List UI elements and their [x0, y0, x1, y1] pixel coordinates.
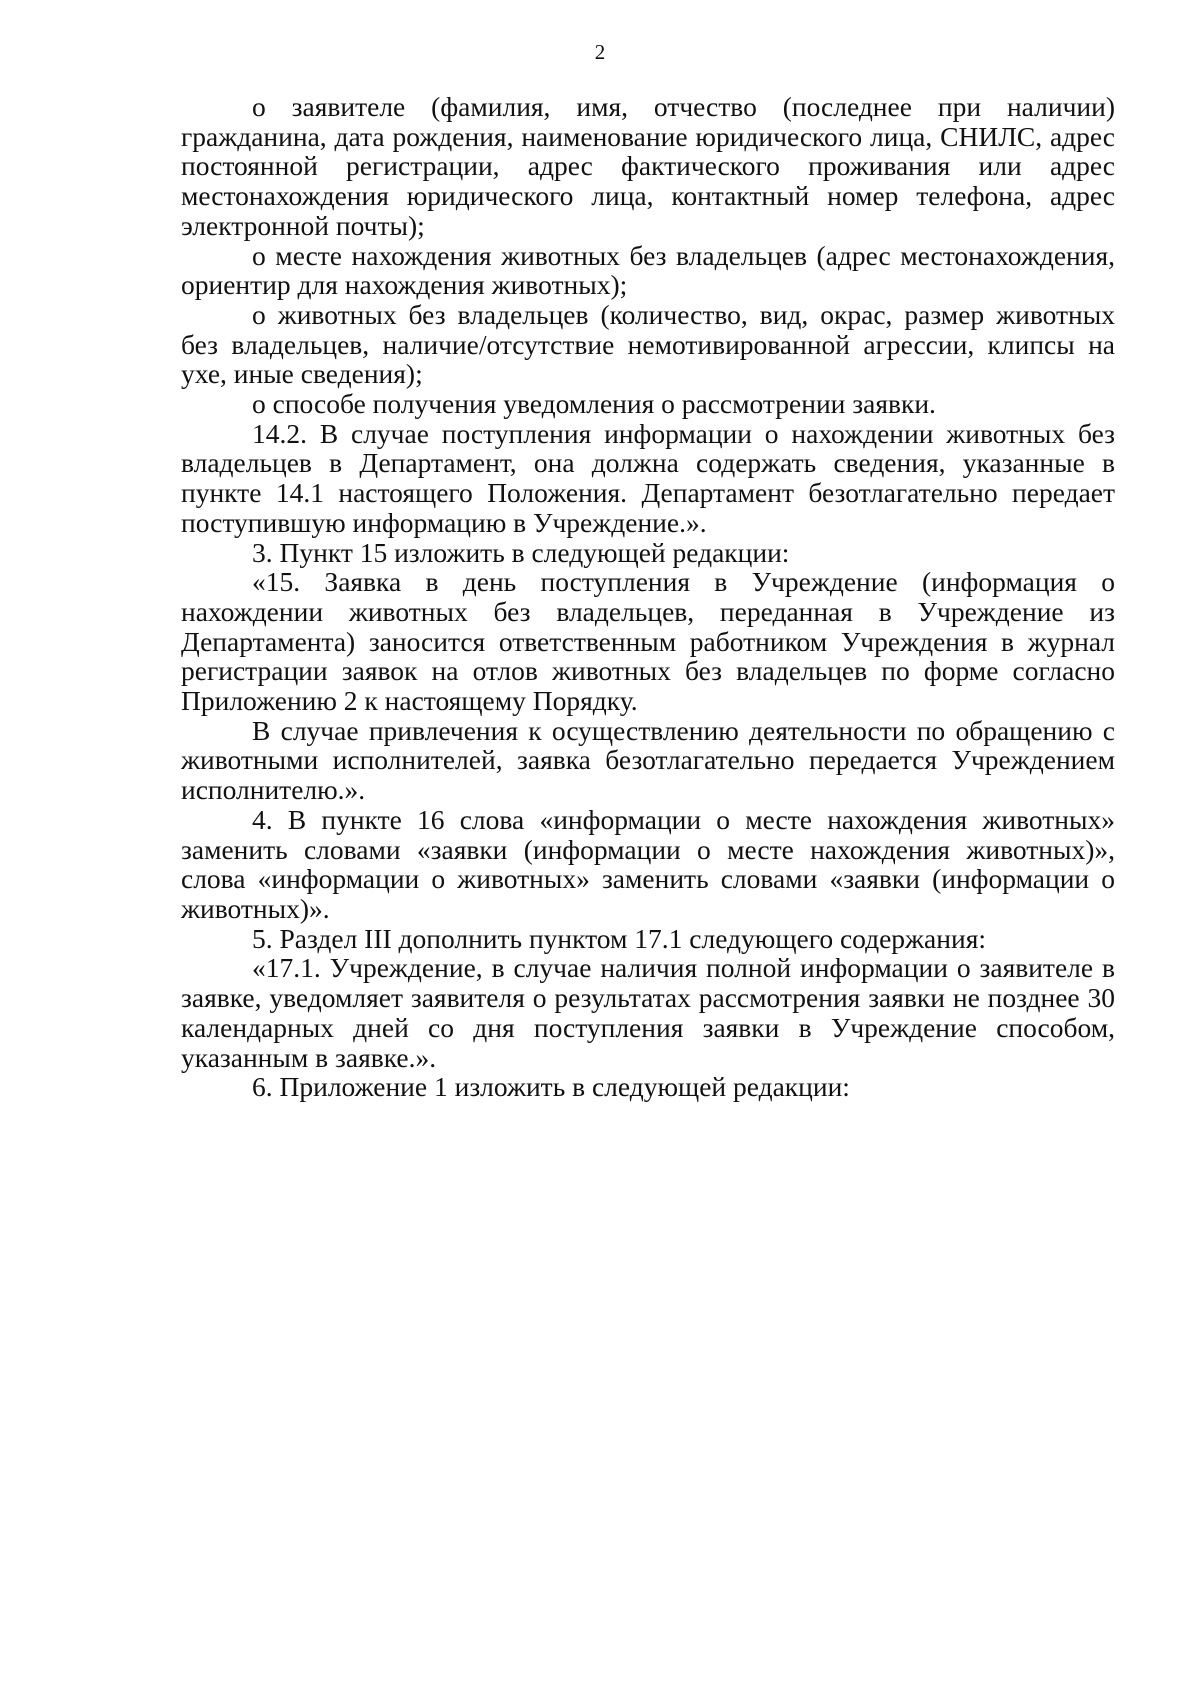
paragraph-notification-method: о способе получения уведомления о рассмотрении заявки.	[252, 388, 936, 420]
paragraph-item-4: 4. В пункте 16 слова «информации о месте нахождения животных» заменить словами «заявки (информации о месте нахождения животных)», слова «информации о животных» заменить словами «заявки (информации о животных)».	[181, 803, 1115, 924]
paragraph-clause-14-2: 14.2. В случае поступления информации о нахождении животных без владельцев в Департамент, она должна содержать сведения, указанные в пункте 14.1 настоящего Положения. Департамент безотлагательно передает поступившую информацию в Учреждение.».	[181, 417, 1115, 538]
paragraph-item-6: 6. Приложение 1 изложить в следующей редакции:	[252, 1071, 850, 1103]
paragraph-item-3: 3. Пункт 15 изложить в следующей редакции:	[252, 536, 790, 568]
paragraph-animal-location: о месте нахождения животных без владельцев (адрес местонахождения, ориентир для нахождения животных);	[181, 239, 1115, 301]
paragraph-applicant-info: о заявителе (фамилия, имя, отчество (последнее при наличии) гражданина, дата рождения, наименование юридического лица, СНИЛС, адрес постоянной регистрации, адрес фактического проживания или адрес местонахождения юридического лица, контактный номер телефона, адрес электронной почты);	[181, 91, 1115, 241]
paragraph-animal-details: о животных без владельцев (количество, вид, окрас, размер животных без владельцев, наличие/отсутствие немотивированной агрессии, клипсы на ухе, иные сведения);	[181, 298, 1115, 390]
paragraph-clause-17-1: «17.1. Учреждение, в случае наличия полной информации о заявителе в заявке, уведомляет заявителя о результатах рассмотрения заявки не позднее 30 календарных дней со дня поступления заявки в Учреждение способом, указанным в заявке.».	[181, 952, 1115, 1073]
page-number: 2	[594, 40, 606, 64]
paragraph-item-5: 5. Раздел III дополнить пунктом 17.1 следующего содержания:	[252, 922, 986, 954]
paragraph-clause-15: «15. Заявка в день поступления в Учреждение (информация о нахождении животных без владельцев, переданная в Учреждение из Департамента) заносится ответственным работником Учреждения в журнал регистрации заявок на отлов животных без владельцев по форме согласно Приложению 2 к настоящему Порядку.	[181, 566, 1115, 717]
document-body	[181, 92, 1115, 1102]
paragraph-contractor-transfer: В случае привлечения к осуществлению деятельности по обращению с животными исполнителей, заявка безотлагательно передается Учреждением исполнителю.».	[181, 714, 1115, 806]
